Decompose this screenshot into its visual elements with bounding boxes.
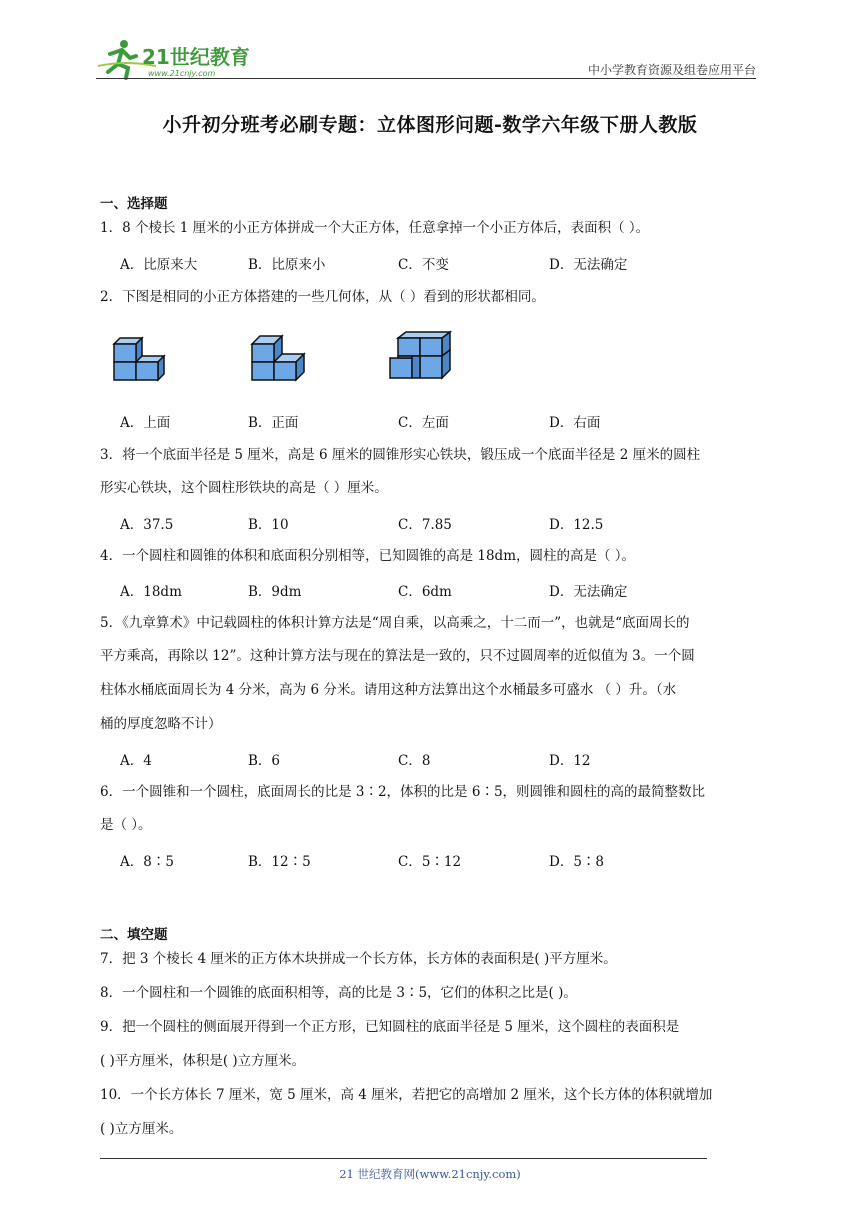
question-7: 7．把 3 个棱长 4 厘米的正方体木块拼成一个长方体，长方体的表面积是( )平方厘米。 [100, 951, 617, 967]
q4-option-c: C．6dm [398, 584, 452, 600]
q3-option-c: C．7.85 [398, 517, 452, 533]
q1-option-b: B．比原来小 [248, 257, 326, 273]
q6-option-c: C．5∶12 [398, 854, 462, 870]
platform-label: 中小学教育资源及组卷应用平台 [587, 63, 756, 77]
q3-option-d: D．12.5 [549, 517, 604, 533]
question-4: 4．一个圆柱和圆锥的体积和底面积分别相等，已知圆锥的高是 18dm，圆柱的高是（ ）。 [100, 548, 636, 564]
q5-option-b: B．6 [248, 753, 281, 769]
q2-option-c: C．左面 [398, 415, 449, 431]
site-logo [96, 36, 266, 80]
question-10-line-2: ( )立方厘米。 [100, 1121, 183, 1137]
logo-text: 21世纪教育 [142, 45, 250, 69]
question-5-line-2: 平方乘高，再除以 12”。这种计算方法与现在的算法是一致的，只不过圆周率的近似值为 3。一个圆 [100, 648, 695, 664]
question-6-line-2: 是（ ）。 [100, 817, 152, 833]
question-9-line-2: ( )平方厘米，体积是( )立方厘米。 [100, 1053, 306, 1069]
q6-option-d: D．5∶8 [549, 854, 605, 870]
q1-option-c: C．不变 [398, 257, 449, 273]
cube-figure-2 [248, 330, 320, 384]
header-divider [96, 78, 756, 79]
q2-option-d: D．右面 [549, 415, 601, 431]
q4-option-d: D．无法确定 [549, 584, 628, 600]
question-5-line-4: 桶的厚度忽略不计） [100, 716, 222, 732]
cube-figure-3 [386, 328, 458, 384]
question-9-line-1: 9．把一个圆柱的侧面展开得到一个正方形，已知圆柱的底面半径是 5 厘米，这个圆柱的表面积是 [100, 1019, 680, 1035]
footer-text: 21 世纪教育网(www.21cnjy.com) [339, 1167, 521, 1181]
q5-option-c: C．8 [398, 753, 431, 769]
page-title: 小升初分班考必刷专题：立体图形问题-数学六年级下册人教版 [162, 114, 698, 136]
q6-option-b: B．12∶5 [248, 854, 311, 870]
q1-option-a: A．比原来大 [120, 257, 198, 273]
question-2: 2．下图是相同的小正方体搭建的一些几何体，从（ ）看到的形状都相同。 [100, 289, 545, 305]
q5-option-a: A．4 [120, 753, 152, 769]
q5-option-d: D．12 [549, 753, 591, 769]
question-6-line-1: 6．一个圆锥和一个圆柱，底面周长的比是 3∶2，体积的比是 6∶5，则圆锥和圆柱的高的最简整数比 [100, 784, 706, 800]
q2-option-a: A．上面 [120, 415, 171, 431]
q1-option-d: D．无法确定 [549, 257, 628, 273]
section-heading-fill: 二、填空题 [100, 927, 168, 943]
question-3-line-2: 形实心铁块，这个圆柱形铁块的高是（ ）厘米。 [100, 480, 388, 496]
question-5-line-3: 柱体水桶底面周长为 4 分米，高为 6 分米。请用这种方法算出这个水桶最多可盛水 （ ）升。（水 [100, 682, 677, 698]
cube-figure-1 [110, 334, 180, 384]
q3-option-a: A．37.5 [120, 517, 174, 533]
section-heading-choice: 一、选择题 [100, 196, 168, 212]
q6-option-a: A．8∶5 [120, 854, 174, 870]
question-3-line-1: 3．将一个底面半径是 5 厘米，高是 6 厘米的圆锥形实心铁块，锻压成一个底面半径是 2 厘米的圆柱 [100, 447, 701, 463]
footer-divider [100, 1158, 707, 1159]
q3-option-b: B．10 [248, 517, 289, 533]
q2-option-b: B．正面 [248, 415, 299, 431]
q4-option-b: B．9dm [248, 584, 302, 600]
question-8: 8．一个圆柱和一个圆锥的底面积相等，高的比是 3∶5，它们的体积之比是( )。 [100, 985, 577, 1001]
question-1: 1．8 个棱长 1 厘米的小正方体拼成一个大正方体，任意拿掉一个小正方体后，表面积（ ）。 [100, 220, 650, 236]
logo-url: www.21cnjy.com [148, 69, 216, 78]
question-10-line-1: 10．一个长方体长 7 厘米，宽 5 厘米，高 4 厘米，若把它的高增加 2 厘米，这个长方体的体积就增加 [100, 1087, 713, 1103]
question-5-line-1: 5．《九章算术》中记载圆柱的体积计算方法是“周自乘，以高乘之，十二而一”，也就是“底面周长的 [100, 615, 690, 631]
q4-option-a: A．18dm [120, 584, 182, 600]
